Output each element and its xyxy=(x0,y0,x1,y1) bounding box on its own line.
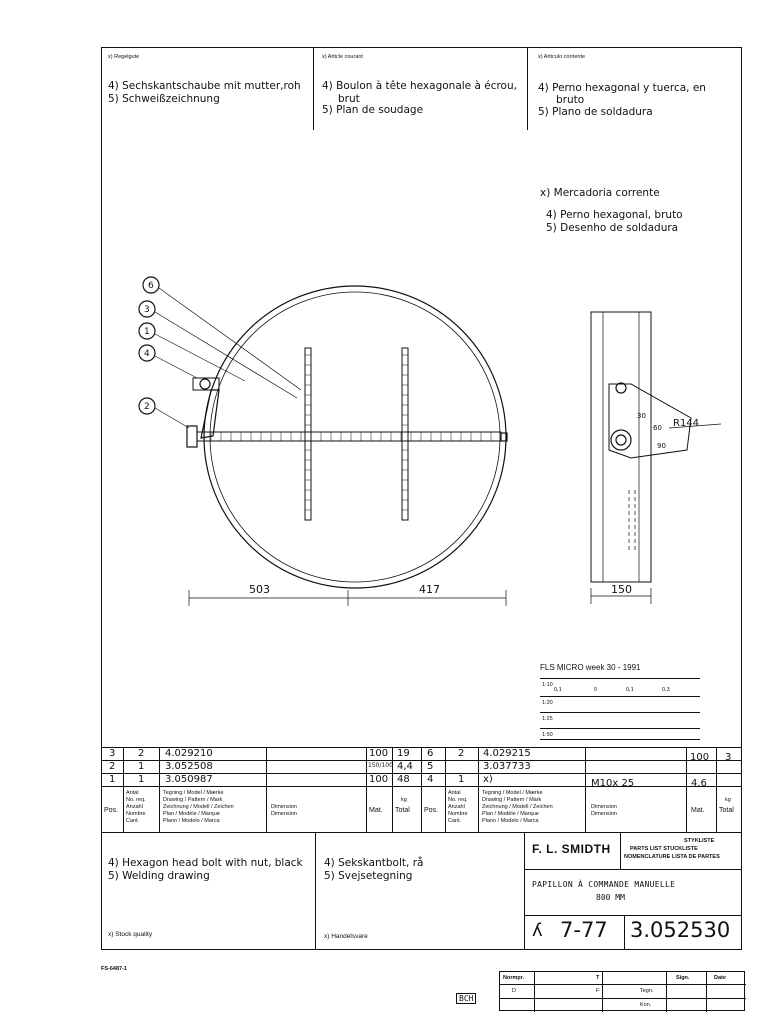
header-divider-1 xyxy=(313,47,314,130)
date-code: 7-77 xyxy=(560,918,608,942)
left-row-3-mat: 100 xyxy=(369,774,389,785)
micro-tick-4: 0,3 xyxy=(662,687,670,693)
form-number: FS-6487-1 xyxy=(101,966,127,972)
table-vline-5 xyxy=(392,747,393,833)
bch-stamp: BCH xyxy=(456,993,476,1004)
header-col-fr-line3: 5) Plan de soudage xyxy=(322,104,424,116)
approval-row-tegn: Tegn. xyxy=(640,988,654,994)
radius-label: R144 xyxy=(673,418,700,429)
hdr-right-qty-0: Antal xyxy=(448,790,461,796)
approval-hline-1 xyxy=(500,984,746,985)
header-col-de-line2: 5) Schweißzeichnung xyxy=(108,93,220,105)
pt-note-title: x) Mercadoria corrente xyxy=(540,187,660,199)
approval-header-t: T xyxy=(596,975,600,981)
right-row-3-dimension: M10x 25 xyxy=(591,778,635,789)
micro-tick-2: 0 xyxy=(594,687,598,693)
hdr-left-qty-2: Anzahl xyxy=(126,804,143,810)
left-row-3-drawing: 3.050987 xyxy=(165,774,213,785)
approval-vline-1 xyxy=(534,972,535,1012)
dim-side-label: 150 xyxy=(611,583,632,596)
left-row-2-mat: 150/100 xyxy=(368,762,393,769)
hdr-right-drawing-3: Plan / Modèle / Marque xyxy=(482,811,539,817)
right-row-1-pos: 6 xyxy=(427,748,434,759)
english-line-1: 4) Hexagon head bolt with nut, black xyxy=(108,857,303,869)
parts-list-line-1: STYKLISTE xyxy=(684,838,715,844)
title-block-hline-2 xyxy=(524,915,742,916)
micro-tick-1: 0,1 xyxy=(554,687,562,693)
hdr-right-qty-4: Cant. xyxy=(448,818,462,824)
micro-row-1-label: 1:10 xyxy=(542,682,553,688)
right-row-3-drawing: x) xyxy=(483,774,493,785)
hdr-left-pos: Pos. xyxy=(104,807,119,814)
hdr-left-qty-3: Nombre xyxy=(126,811,146,817)
side-view-dashed xyxy=(629,490,635,550)
right-row-1-kg: 3 xyxy=(725,752,732,763)
header-col-fr-title: x) Article courant xyxy=(322,54,363,60)
side-view-inner xyxy=(603,312,639,582)
hdr-left-qty-0: Antal xyxy=(126,790,139,796)
approval-row-d: D xyxy=(512,988,516,994)
hdr-left-drawing-0: Tegning / Model / Mærke xyxy=(163,790,224,796)
micro-row-4 xyxy=(540,728,700,740)
table-vline-4 xyxy=(366,747,367,833)
parts-list-line-2: PARTS LIST STUCKLISTE xyxy=(630,846,698,852)
company-name: F. L. SMIDTH xyxy=(532,842,611,856)
approval-vline-2 xyxy=(602,972,603,1012)
signature-mark: ʎ xyxy=(532,920,543,941)
hdr-right-drawing-2: Zeichnung / Modell / Zeichen xyxy=(482,804,553,810)
table-vline-3 xyxy=(266,747,267,833)
right-row-1-qty: 2 xyxy=(458,748,465,759)
hdr-right-qty-2: Anzahl xyxy=(448,804,465,810)
pt-note-line1: 4) Perno hexagonal, bruto xyxy=(546,209,683,221)
header-col-es-line2: bruto xyxy=(556,94,585,106)
right-row-1-drawing: 4.029215 xyxy=(483,748,531,759)
scale-mark-30: 30 xyxy=(637,412,646,420)
frame-top-border xyxy=(101,47,742,48)
hdr-right-qty-3: Nombre xyxy=(448,811,468,817)
header-divider-2 xyxy=(527,47,528,130)
lever-bolt xyxy=(200,379,210,389)
approval-header-normpr: Normpr. xyxy=(503,975,525,981)
left-row-1-mat: 100 xyxy=(369,748,389,759)
header-col-de-line1: 4) Sechskantschaube mit mutter,roh xyxy=(108,80,301,92)
approval-row-kon: Kon. xyxy=(640,1002,652,1008)
title-block-vline-2 xyxy=(524,833,525,950)
header-col-fr-line2: brut xyxy=(338,93,360,105)
title-block-hline-1 xyxy=(524,869,742,870)
right-row-3-pos: 4 xyxy=(427,774,434,785)
callout-4-label: 4 xyxy=(144,349,150,359)
right-row-3-qty: 1 xyxy=(458,774,465,785)
approval-header-date: Date xyxy=(714,975,726,981)
right-row-3-kg: 4.6 xyxy=(691,778,707,789)
approval-hline-2 xyxy=(500,998,746,999)
callout-2-label: 2 xyxy=(144,402,150,412)
damper-ring-inner xyxy=(210,292,500,582)
hdr-right-dimension-1: Dimension xyxy=(591,811,617,817)
table-vline-2 xyxy=(159,747,160,833)
hdr-right-drawing-1: Drawing / Pattern / Mark xyxy=(482,797,542,803)
approval-row-f: F xyxy=(596,988,600,994)
shaft-hatch xyxy=(211,432,491,441)
header-col-de-title: x) Regelgute xyxy=(108,54,140,60)
table-vline-7 xyxy=(445,747,446,833)
hdr-right-qty-1: No. req. xyxy=(448,797,468,803)
stiffener-right xyxy=(402,348,408,520)
table-vline-6 xyxy=(421,747,422,833)
frame-bottom-border xyxy=(101,949,742,950)
approval-vline-4 xyxy=(706,972,707,1012)
hdr-right-mat: Mat. xyxy=(691,807,705,814)
scale-mark-90: 90 xyxy=(657,442,666,450)
hdr-right-dimension-0: Dimension xyxy=(591,804,617,810)
table-vline-11 xyxy=(716,747,717,833)
header-col-es-title: x) Articulo corriente xyxy=(538,54,586,60)
dim-line-bottom xyxy=(189,590,506,606)
title-block-vline-4 xyxy=(624,915,625,950)
right-row-2-pos: 5 xyxy=(427,761,434,772)
english-line-2: 5) Welding drawing xyxy=(108,870,210,882)
hdr-left-mat: Mat. xyxy=(369,807,383,814)
hdr-left-drawing-4: Plano / Modelo / Marca xyxy=(163,818,220,824)
micro-row-3 xyxy=(540,712,700,724)
hdr-left-drawing-3: Plan / Modèle / Marque xyxy=(163,811,220,817)
left-row-1-drawing: 4.029210 xyxy=(165,748,213,759)
approval-block xyxy=(499,971,745,1011)
micro-row-3-label: 1:25 xyxy=(542,716,553,722)
danish-line-1: 4) Sekskantbolt, rå xyxy=(324,857,424,869)
header-col-fr-line1: 4) Boulon à tête hexagonale à écrou, xyxy=(322,80,517,92)
left-row-1-pos: 3 xyxy=(109,748,116,759)
hdr-right-kg-0: kg xyxy=(725,797,731,803)
hdr-left-kg-0: kg xyxy=(401,797,407,803)
micro-row-2 xyxy=(540,696,700,708)
micro-scale xyxy=(540,664,700,744)
shaft xyxy=(197,432,501,441)
hdr-right-pos: Pos. xyxy=(424,807,439,814)
table-vline-8 xyxy=(478,747,479,833)
left-row-2-kg: 4,4 xyxy=(397,761,413,772)
micro-tick-3: 0,1 xyxy=(626,687,634,693)
danish-line-2: 5) Svejsetegning xyxy=(324,870,413,882)
hdr-right-drawing-0: Tegning / Model / Mærke xyxy=(482,790,543,796)
title-block-vline-1 xyxy=(315,833,316,950)
right-row-1-mat: 100 xyxy=(690,752,710,763)
left-row-3-qty: 1 xyxy=(138,774,145,785)
callout-1-label: 1 xyxy=(144,327,150,337)
left-row-1-qty: 2 xyxy=(138,748,145,759)
left-row-3-kg: 48 xyxy=(397,774,410,785)
valve-drawing xyxy=(101,250,741,610)
stiffener-left xyxy=(305,348,311,520)
header-col-es-line3: 5) Plano de soldadura xyxy=(538,106,653,118)
damper-ring-outer xyxy=(204,286,506,588)
dim-right-label: 417 xyxy=(419,583,440,596)
hdr-right-drawing-4: Plano / Modelo / Marca xyxy=(482,818,539,824)
side-view-hub-inner xyxy=(616,435,626,445)
left-row-2-drawing: 3.052508 xyxy=(165,761,213,772)
drawing-number: 3.052530 xyxy=(630,918,731,942)
callout-6-label: 6 xyxy=(148,281,154,291)
table-vline-9 xyxy=(585,747,586,833)
callout-3-label: 3 xyxy=(144,305,150,315)
stock-quality-label: x) Stock quality xyxy=(108,931,153,938)
left-row-2-pos: 2 xyxy=(109,761,116,772)
hdr-right-kg-1: Total xyxy=(719,807,734,814)
description-line-2: 800 MM xyxy=(596,893,625,902)
hdr-left-qty-4: Cant. xyxy=(126,818,140,824)
micro-row-2-label: 1:20 xyxy=(542,700,553,706)
hdr-left-kg-1: Total xyxy=(395,807,410,814)
header-col-es-line1: 4) Perno hexagonal y tuerca, en xyxy=(538,82,706,94)
hdr-left-drawing-2: Zeichnung / Modell / Zeichen xyxy=(163,804,234,810)
right-row-2-drawing: 3.037733 xyxy=(483,761,531,772)
hdr-left-dimension-1: Dimension xyxy=(271,811,297,817)
pt-note-line2: 5) Desenho de soldadura xyxy=(546,222,679,234)
micro-row-1 xyxy=(540,678,700,692)
table-vline-1 xyxy=(123,747,124,833)
micro-row-4-label: 1:50 xyxy=(542,732,553,738)
handelsvare-label: x) Handelsvare xyxy=(324,933,368,940)
nut-left xyxy=(187,426,197,447)
hdr-left-drawing-1: Drawing / Pattern / Mark xyxy=(163,797,223,803)
parts-table xyxy=(101,747,742,833)
table-vline-10 xyxy=(686,747,687,833)
left-row-1-kg: 19 xyxy=(397,748,410,759)
micro-scale-title: FLS MICRO week 30 - 1991 xyxy=(540,663,641,672)
leader-lines xyxy=(155,288,301,428)
title-block-vline-3 xyxy=(620,833,621,869)
left-row-3-pos: 1 xyxy=(109,774,116,785)
scale-mark-60: 60 xyxy=(653,424,662,432)
hdr-left-qty-1: No. req. xyxy=(126,797,146,803)
side-view-outline xyxy=(591,312,651,582)
hdr-left-dimension-0: Dimension xyxy=(271,804,297,810)
left-row-2-qty: 1 xyxy=(138,761,145,772)
approval-vline-3 xyxy=(666,972,667,1012)
dim-left-label: 503 xyxy=(249,583,270,596)
approval-header-sign: Sign. xyxy=(676,975,690,981)
description-line-1: PAPILLON À COMMANDE MANUELLE xyxy=(532,880,676,889)
parts-list-line-3: NOMENCLATURE LISTA DE PARTES xyxy=(624,854,720,860)
side-view-hub xyxy=(611,430,631,450)
